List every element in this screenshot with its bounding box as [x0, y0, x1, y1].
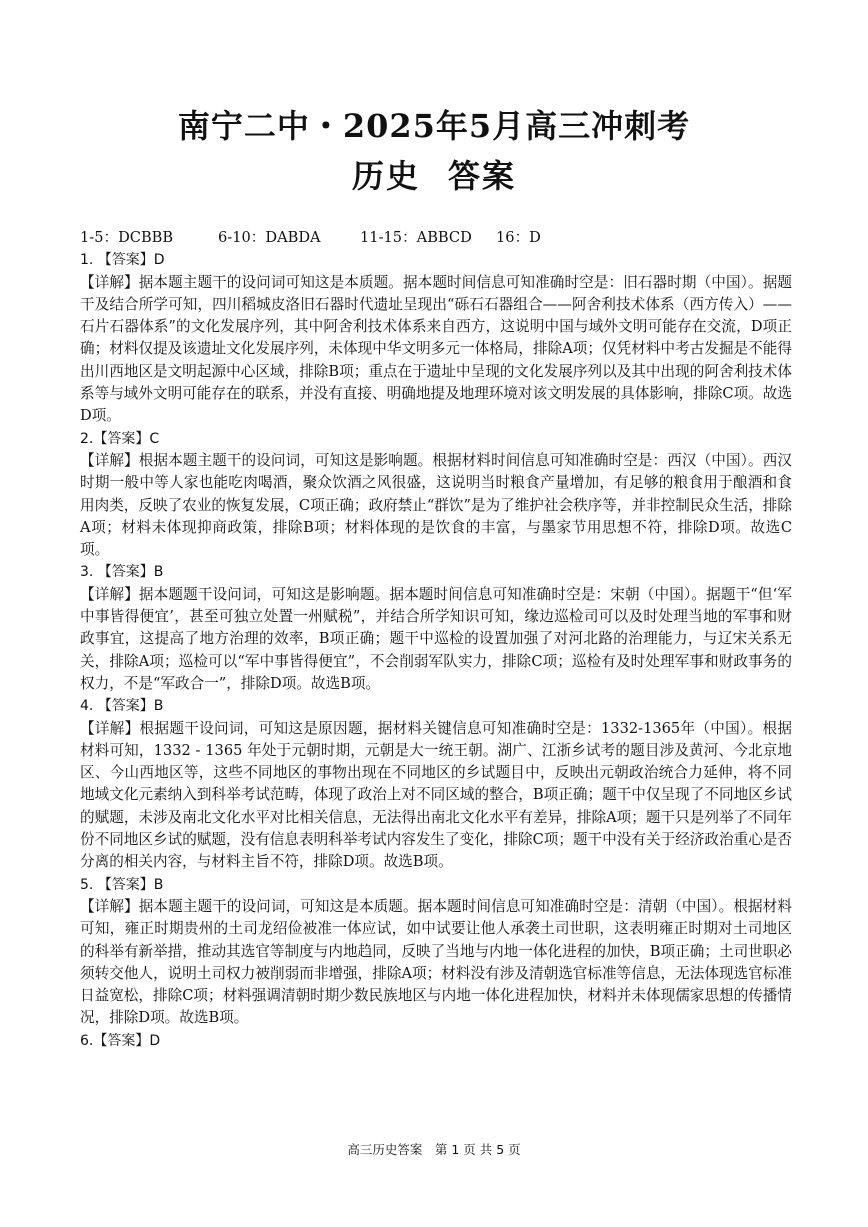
question-answer: 5. 【答案】B — [80, 876, 164, 893]
question-block-4 — [80, 695, 792, 873]
answer-key-1-5: 1-5：DCBBB — [80, 229, 174, 246]
question-answer: 6.【答案】D — [80, 1032, 161, 1049]
page-subtitle — [0, 154, 868, 198]
question-block-1 — [80, 249, 792, 427]
question-block-6 — [80, 1030, 792, 1052]
question-block-3 — [80, 561, 792, 695]
question-answer: 4. 【答案】B — [80, 698, 164, 715]
question-answer: 2.【答案】C — [80, 430, 160, 447]
question-explanation: 【详解】据本题题干设问词，可知这是影响题。据本题时间信息可知准确时空是：宋朝（中国）。据题干“但‘军中事皆得便宜’，甚至可独立处置一州赋税”，并结合所学知识可知，缘边巡检司可以及时处理当地的军事和财政事宜，这提高了地方治理的效率，B项正确；题干中巡检的设置加强了对河北路的治理能力，与辽宋关系无关，排除A项；巡检可以“军中事皆得便宜”，不会削弱军队实力，排除C项；巡检有及时处理军事和财政事务的权力，不是“军政合一”，排除D项。故选B项。 — [80, 585, 792, 692]
question-answer: 1. 【答案】D — [80, 252, 165, 269]
question-explanation: 【详解】据本题主题干的设问词，可知这是本质题。据本题时间信息可知准确时空是：清朝（中国）。根据材料可知，雍正时期贵州的土司龙绍俭被准一体应试，如中试要让他人承袭土司世职，这表明雍正时期对土司地区的科举有新举措，推动其选官等制度与内地趋同，反映了当地与内地一体化进程的加快，B项正确；土司世职必须转交他人，说明土司权力被削弱而非增强，排除A项；材料没有涉及清朝选官标准等信息，无法体现选官标准日益宽松，排除C项；材料强调清朝时期少数民族地区与内地一体化进程加快，材料并未体现儒家思想的传播情况，排除D项。故选B项。 — [80, 897, 792, 1027]
question-explanation: 【详解】据本题主题干的设问词可知这是本质题。据本题时间信息可知准确时空是：旧石器时期（中国）。据题干及结合所学可知，四川稻城皮洛旧石器时代遗址呈现出“砾石石器组合——阿舍利技术体系（西方传入）——石片石器体系”的文化发展序列，其中阿舍利技术体系来自西方，这说明中国与域外文明可能存在交流，D项正确；材料仅提及该遗址文化发展序列，未体现中华文明多元一体格局，排除A项；仅凭材料中考古发掘是不能得出川西地区是文明起源中心区域，排除B项；重点在于遗址中呈现的文化发展序列以及其中出现的阿舍利技术体系等与域外文明可能存在的联系，并没有直接、明确地提及地理环境对该文明发展的具体影响，排除C项。故选D项。 — [80, 273, 792, 425]
question-block-5 — [80, 874, 792, 1030]
answer-key-summary — [80, 227, 792, 249]
answer-key-11-15: 11-15：ABBCD — [360, 229, 472, 246]
page-title: 南宁二中・2025年5月高三冲刺考 — [177, 107, 691, 145]
question-block-2 — [80, 428, 792, 562]
question-explanation: 【详解】根据本题主题干的设问词，可知这是影响题。根据材料时间信息可知准确时空是：西汉（中国）。西汉时期一般中等人家也能吃肉喝酒，聚众饮酒之风很盛，这说明当时粮食产量增加，有足够的粮食用于酿酒和食用肉类，反映了农业的恢复发展，C项正确；政府禁止“群饮”是为了维护社会秩序等，并非控制民众生活，排除A项；材料未体现抑商政策，排除B项；材料体现的是饮食的丰富，与墨家节用思想不符，排除D项。故选C项。 — [80, 451, 792, 559]
answer-label: 答案 — [448, 157, 517, 195]
answer-content — [80, 227, 792, 1052]
answer-key-16: 16：D — [496, 229, 541, 246]
page-footer: 高三历史答案 第 1 页 共 5 页 — [347, 1142, 521, 1157]
question-answer: 3. 【答案】B — [80, 564, 164, 581]
subject-label: 历史 — [351, 157, 420, 195]
question-explanation: 【详解】根据题干设问词，可知这是原因题，据材料关键信息可知准确时空是：1332-1365年（中国）。根据材料可知，1332 - 1365 年处于元朝时期，元朝是大一统王朝。湖广、江浙乡试考的题目涉及黄河、今北京地区、今山西地区等，这些不同地区的事物出现在不同地区的乡试题目中，反映出元朝政治统合力延伸，将不同地域文化元素纳入到科举考试范畴，体现了政治上对不同区域的整合，B项正确；题干中仅呈现了不同地区乡试的赋题，未涉及南北文化水平对比相关信息，无法得出南北文化水平有差异，排除A项；题干只是列举了不同年份不同地区乡试的赋题，没有信息表明科举考试内容发生了变化，排除C项；题干中没有关于经济政治重心是否分离的相关内容，与材料主旨不符，排除D项。故选B项。 — [80, 719, 792, 871]
answer-key-6-10: 6-10：DABDA — [218, 229, 321, 246]
